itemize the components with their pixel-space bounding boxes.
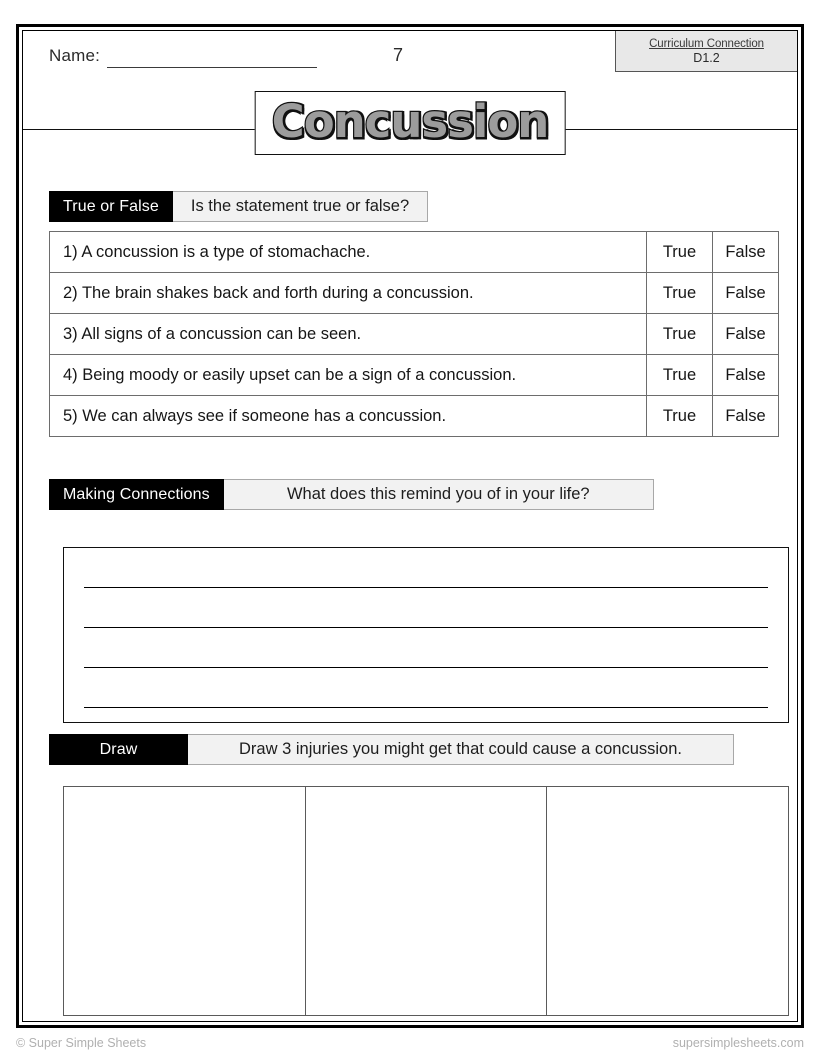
table-row (50, 273, 779, 314)
draw-boxes-grid (63, 786, 789, 1016)
table-row (50, 314, 779, 355)
draw-box[interactable] (306, 787, 548, 1015)
statement-cell: 4) Being moody or easily upset can be a sign of a concussion. (50, 355, 647, 396)
writing-line[interactable] (84, 587, 768, 588)
worksheet-page-inner-border (22, 30, 798, 1022)
option-true-cell[interactable]: True (647, 273, 713, 314)
page-footer (16, 1036, 804, 1050)
statement-cell: 2) The brain shakes back and forth during a concussion. (50, 273, 647, 314)
statement-cell: 1) A concussion is a type of stomachache. (50, 232, 647, 273)
curriculum-connection-title: Curriculum Connection (649, 37, 764, 50)
footer-website: supersimplesheets.com (672, 1036, 804, 1050)
option-true-cell[interactable]: True (647, 355, 713, 396)
section-prompt-draw: Draw 3 injuries you might get that could cause a concussion. (188, 734, 734, 765)
section-tag-draw: Draw (49, 734, 188, 765)
section-header-draw (49, 734, 734, 765)
section-prompt-making-connections: What does this remind you of in your life? (224, 479, 654, 510)
worksheet-page-border (16, 24, 804, 1028)
title-box (255, 91, 566, 155)
section-tag-making-connections: Making Connections (49, 479, 224, 510)
writing-line[interactable] (84, 707, 768, 708)
writing-line[interactable] (84, 627, 768, 628)
name-label: Name: (49, 46, 101, 65)
option-true-cell[interactable]: True (647, 232, 713, 273)
option-true-cell[interactable]: True (647, 396, 713, 437)
writing-line[interactable] (84, 667, 768, 668)
name-input-line[interactable] (107, 67, 317, 68)
statement-cell: 3) All signs of a concussion can be seen. (50, 314, 647, 355)
statement-cell: 5) We can always see if someone has a concussion. (50, 396, 647, 437)
draw-box[interactable] (64, 787, 306, 1015)
option-true-cell[interactable]: True (647, 314, 713, 355)
section-tag-true-false: True or False (49, 191, 173, 222)
page-title: Concussion (271, 95, 549, 148)
footer-copyright: © Super Simple Sheets (16, 1036, 147, 1050)
worksheet-content (23, 31, 797, 1021)
option-false-cell[interactable]: False (713, 273, 779, 314)
option-false-cell[interactable]: False (713, 314, 779, 355)
true-false-table (49, 231, 779, 437)
table-row (50, 396, 779, 437)
curriculum-connection-badge (615, 31, 797, 72)
section-header-making-connections (49, 479, 654, 510)
section-header-true-false (49, 191, 428, 222)
section-prompt-true-false: Is the statement true or false? (173, 191, 428, 222)
page-number: 7 (393, 45, 404, 65)
worksheet-header (23, 31, 797, 83)
table-row (50, 232, 779, 273)
making-connections-answer-box[interactable] (63, 547, 789, 723)
draw-box[interactable] (547, 787, 788, 1015)
curriculum-connection-code: D1.2 (693, 50, 720, 65)
option-false-cell[interactable]: False (713, 396, 779, 437)
option-false-cell[interactable]: False (713, 232, 779, 273)
table-row (50, 355, 779, 396)
title-band (23, 83, 797, 155)
option-false-cell[interactable]: False (713, 355, 779, 396)
true-false-table-body (50, 232, 779, 437)
